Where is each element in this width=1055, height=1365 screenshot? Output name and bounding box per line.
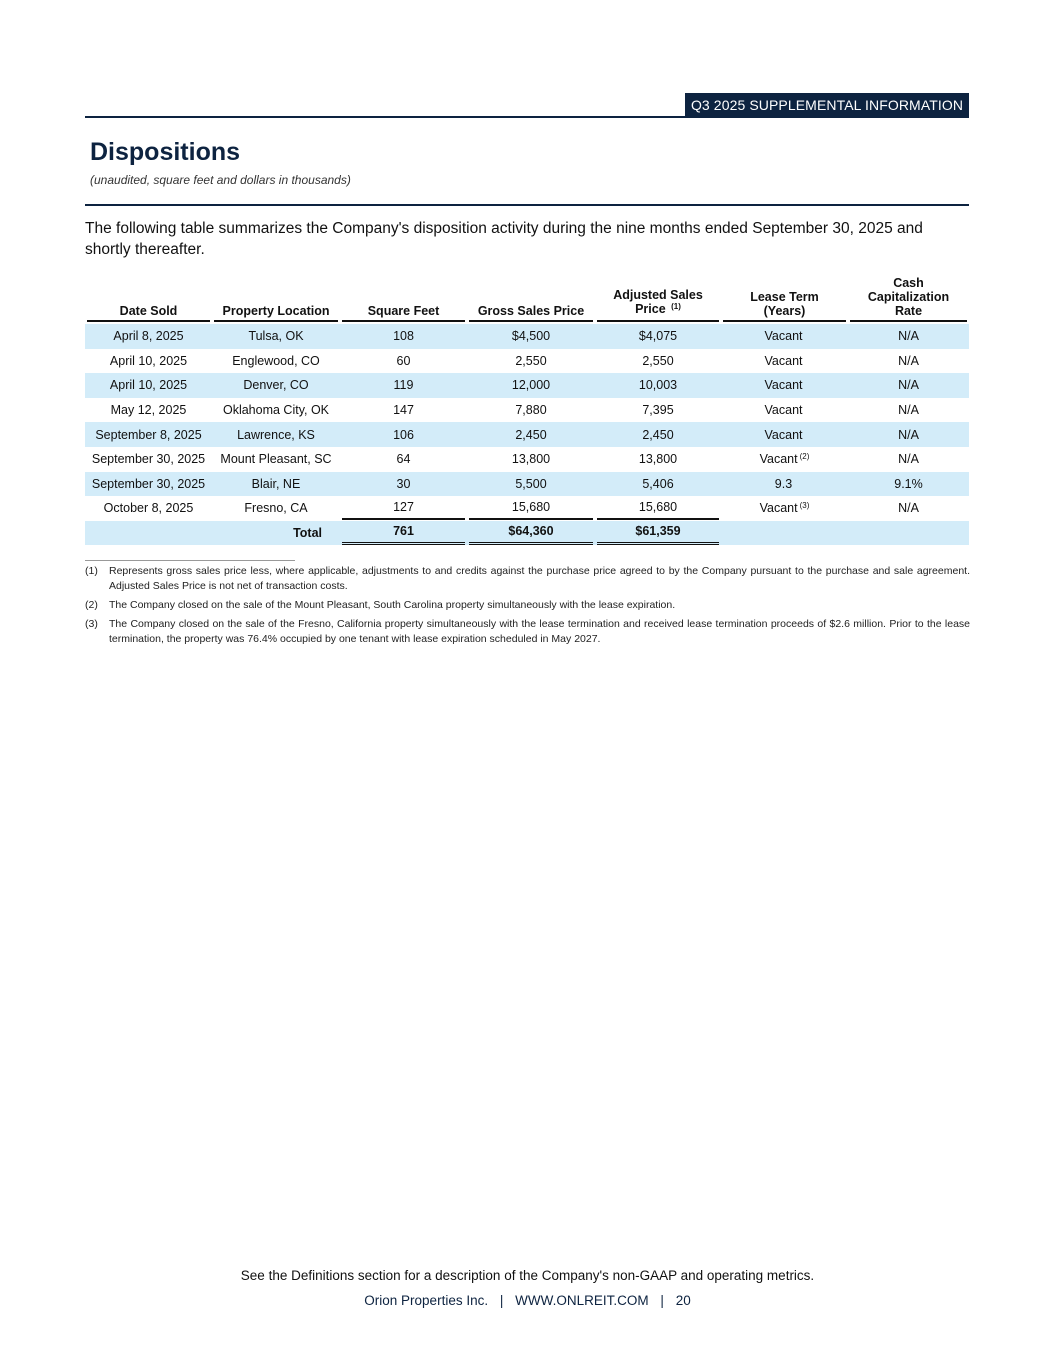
total-sqft: 761 — [340, 521, 467, 546]
footnote-divider — [85, 560, 295, 561]
total-label: Total — [212, 521, 340, 546]
footnote-ref-2: (2) — [799, 452, 810, 462]
footer-separator: | — [660, 1293, 664, 1308]
cell-gross: $4,500 — [467, 324, 595, 349]
cell-location: Englewood, CO — [232, 353, 320, 368]
cell-adjusted: 15,680 — [595, 496, 721, 521]
footnote-text: Represents gross sales price less, where applicable, adjustments to and credits against the purchase price agreed to by the Company pursuant to the purchase and sale agreement. Adjusted Sales Price is not net of transaction costs. — [109, 565, 970, 592]
cell-gross: 12,000 — [467, 373, 595, 398]
cap-rate-line2: Capitalization — [867, 290, 950, 304]
cell-empty — [85, 521, 212, 546]
cell-date: September 30, 2025 — [85, 472, 212, 497]
footnote-number: (2) — [85, 599, 98, 611]
footer-company: Orion Properties Inc. — [364, 1293, 489, 1308]
table-row — [85, 398, 969, 423]
cell-cap: N/A — [898, 452, 919, 467]
footnotes — [85, 564, 970, 651]
table-header-row — [85, 276, 969, 324]
page-number: 20 — [675, 1293, 691, 1308]
intro-paragraph: The following table summarizes the Company's disposition activity during the nine months ended September 30, 2025 and shortly thereafter. — [85, 220, 923, 258]
cell-location: Lawrence, KS — [212, 422, 340, 447]
cell-gross: 15,680 — [467, 496, 595, 521]
footnote-number: (1) — [85, 565, 98, 577]
cell-location: Fresno, CA — [244, 501, 308, 516]
cell-sqft: 108 — [340, 324, 467, 349]
cap-rate-line1: Cash — [893, 276, 924, 290]
cell-gross: 2,450 — [467, 422, 595, 447]
cell-sqft: 147 — [393, 403, 414, 418]
cell-sqft: 127 — [340, 496, 467, 521]
footnote-ref-1: (1) — [671, 302, 681, 311]
cell-location: Tulsa, OK — [212, 324, 340, 349]
cell-location: Mount Pleasant, SC — [220, 452, 332, 467]
dispositions-table — [85, 276, 969, 545]
cell-date: September 8, 2025 — [85, 422, 212, 447]
col-header-lease-term — [721, 276, 848, 324]
table-row — [85, 447, 969, 472]
adjusted-sales-line1: Adjusted Sales — [613, 288, 703, 302]
cell-adjusted: 10,003 — [595, 373, 721, 398]
col-header-date-sold: Date Sold — [85, 276, 212, 324]
cell-sqft: 60 — [396, 353, 411, 368]
cell-location: Denver, CO — [212, 373, 340, 398]
lease-term-line2: (Years) — [763, 304, 806, 318]
cell-lease: Vacant $^{(3)}$ — [759, 501, 810, 516]
header-divider — [85, 116, 969, 118]
cell-empty — [848, 521, 969, 546]
cell-sqft: 119 — [340, 373, 467, 398]
cell-gross: 13,800 — [511, 452, 551, 467]
cell-sqft: 30 — [340, 472, 467, 497]
page-subtitle: (unaudited, square feet and dollars in thousands) — [90, 173, 351, 187]
cell-adjusted: 2,550 — [642, 353, 674, 368]
col-header-adjusted-sales-price — [595, 276, 721, 324]
total-row — [85, 521, 969, 546]
cell-lease: Vacant $^{(2)}$ — [759, 452, 810, 467]
cell-cap: N/A — [898, 403, 919, 418]
col-header-gross-sales-price: Gross Sales Price — [467, 276, 595, 324]
cell-lease: 9.3 — [721, 472, 848, 497]
footer-line — [0, 1293, 1055, 1308]
cell-adjusted: $4,075 — [595, 324, 721, 349]
footnote-ref-3: (3) — [799, 501, 810, 511]
table-row — [85, 349, 969, 374]
adjusted-sales-line2: Price — [635, 302, 666, 316]
table-row — [85, 496, 969, 521]
footnote-text: The Company closed on the sale of the Fresno, California property simultaneously with the lease termination and received lease termination proceeds of $2.6 million. Prior to the lease termination, the property was 76.4% occupied by one tenant with lease expiration scheduled in May 2027. — [109, 618, 970, 645]
cell-adjusted: 2,450 — [595, 422, 721, 447]
footnote-item — [85, 598, 970, 613]
page-title: Dispositions — [90, 138, 241, 166]
cell-date: October 8, 2025 — [103, 501, 194, 516]
lease-term-line1: Lease Term — [750, 290, 819, 304]
cell-cap: N/A — [898, 353, 919, 368]
table-row — [85, 324, 969, 349]
cell-location: Blair, NE — [212, 472, 340, 497]
cell-date: September 30, 2025 — [91, 452, 206, 467]
table-row — [85, 422, 969, 447]
cell-lease: Vacant — [721, 373, 848, 398]
cell-empty — [721, 521, 848, 546]
footnote-item — [85, 617, 970, 647]
cell-cap: N/A — [848, 422, 969, 447]
footer-separator: | — [499, 1293, 504, 1308]
cell-date: May 12, 2025 — [110, 403, 187, 418]
cell-location: Oklahoma City, OK — [222, 403, 330, 418]
cell-cap: 9.1% — [848, 472, 969, 497]
footnote-item — [85, 564, 970, 594]
col-header-cap-rate — [848, 276, 969, 324]
table-row — [85, 373, 969, 398]
cell-lease: Vacant — [721, 422, 848, 447]
cell-date: April 10, 2025 — [109, 353, 188, 368]
cell-sqft: 64 — [396, 452, 411, 467]
cell-gross: 5,500 — [467, 472, 595, 497]
cell-cap: N/A — [898, 501, 919, 516]
footer-definitions-note: See the Definitions section for a description of the Company's non-GAAP and operating metrics. — [240, 1268, 815, 1283]
section-divider — [85, 204, 969, 206]
cell-adjusted: 5,406 — [595, 472, 721, 497]
cell-lease: Vacant — [764, 353, 803, 368]
cell-sqft: 106 — [340, 422, 467, 447]
cell-adjusted: 7,395 — [642, 403, 674, 418]
table-row — [85, 472, 969, 497]
cell-cap: N/A — [848, 373, 969, 398]
cell-date: April 8, 2025 — [85, 324, 212, 349]
cell-lease: Vacant — [764, 403, 803, 418]
cell-adjusted: 13,800 — [638, 452, 678, 467]
footer-website-link[interactable]: WWW.ONLREIT.COM — [515, 1293, 649, 1308]
cell-lease: Vacant — [721, 324, 848, 349]
col-header-square-feet: Square Feet — [340, 276, 467, 324]
cell-gross: 2,550 — [515, 353, 547, 368]
total-gross: $64,360 — [467, 521, 595, 546]
cell-cap: N/A — [848, 324, 969, 349]
supplemental-header-band: Q3 2025 SUPPLEMENTAL INFORMATION — [685, 93, 969, 117]
total-adjusted: $61,359 — [595, 521, 721, 546]
footnote-number: (3) — [85, 618, 98, 630]
cap-rate-line3: Rate — [894, 304, 923, 318]
cell-date: April 10, 2025 — [85, 373, 212, 398]
col-header-property-location: Property Location — [212, 276, 340, 324]
cell-gross: 7,880 — [515, 403, 547, 418]
footnote-text: The Company closed on the sale of the Mount Pleasant, South Carolina property simultaneously with the lease expiration. — [109, 599, 676, 611]
